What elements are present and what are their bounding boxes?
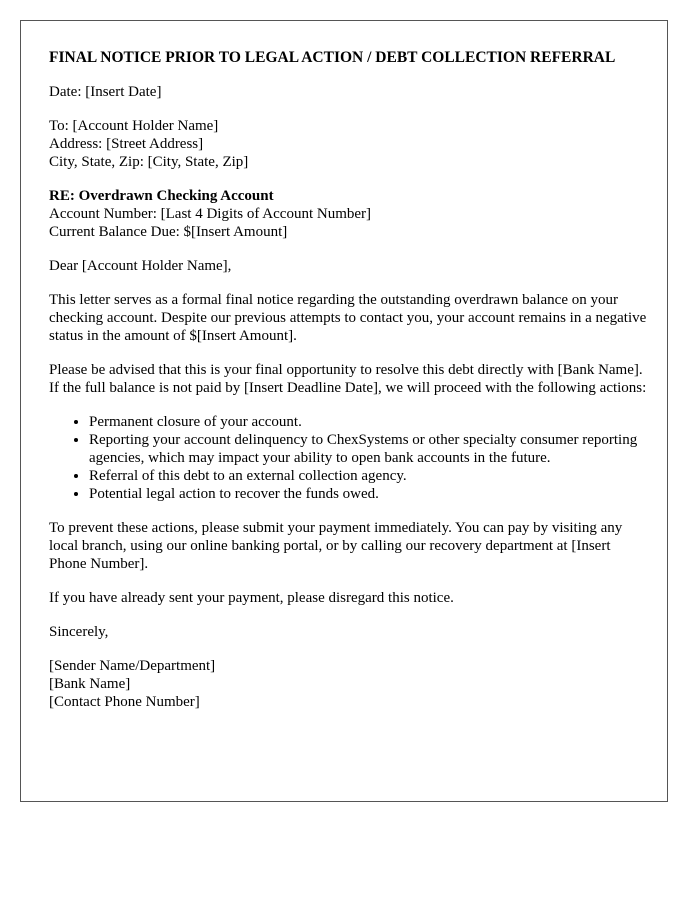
actions-list — [49, 413, 647, 503]
paragraph-2: Please be advised that this is your final opportunity to resolve this debt directly with [Bank Name]. If the full balance is not paid by [Insert Deadline Date], we will proceed with the following actions: — [49, 362, 647, 396]
paragraph-3: To prevent these actions, please submit your payment immediately. You can pay by visiting any local branch, using our online banking portal, or by calling our recovery department at [Insert Phone Number]. — [49, 520, 623, 572]
sender: [Sender Name/Department] — [49, 658, 216, 674]
list-item: • Referral of this debt to an external collection agency. — [89, 467, 647, 485]
list-item: • Permanent closure of your account. — [89, 413, 647, 431]
letter-title: FINAL NOTICE PRIOR TO LEGAL ACTION / DEBT COLLECTION REFERRAL — [49, 49, 616, 66]
greeting: Dear [Account Holder Name], — [49, 258, 232, 274]
list-item: • Reporting your account delinquency to ChexSystems or other specialty consumer reporting agencies, which may impact your ability to open bank accounts in the future. — [89, 431, 647, 467]
city: City, State, Zip: [City, State, Zip] — [49, 154, 249, 170]
list-item: • Potential legal action to recover the funds owed. — [89, 485, 647, 503]
paragraph-4: If you have already sent your payment, please disregard this notice. — [49, 590, 454, 606]
address: Address: [Street Address] — [49, 136, 204, 152]
recipient: To: [Account Holder Name] — [49, 118, 219, 134]
balance: Current Balance Due: $[Insert Amount] — [49, 224, 288, 240]
subject: RE: Overdrawn Checking Account — [49, 188, 274, 204]
contact-phone: [Contact Phone Number] — [49, 694, 200, 710]
letter — [20, 20, 668, 802]
account-number: Account Number: [Last 4 Digits of Account Number] — [49, 206, 372, 222]
re-block — [49, 187, 647, 241]
paragraph-1: This letter serves as a formal final notice regarding the outstanding overdrawn balance on your checking account. Despite our previous attempts to contact you, your account remains in a negative status in the amount of $[Insert Amount]. — [49, 292, 647, 344]
signature-block — [49, 657, 647, 711]
date: Date: [Insert Date] — [49, 84, 162, 100]
recipient-block — [49, 117, 647, 171]
closing: Sincerely, — [49, 624, 109, 640]
bank-name: [Bank Name] — [49, 676, 131, 692]
